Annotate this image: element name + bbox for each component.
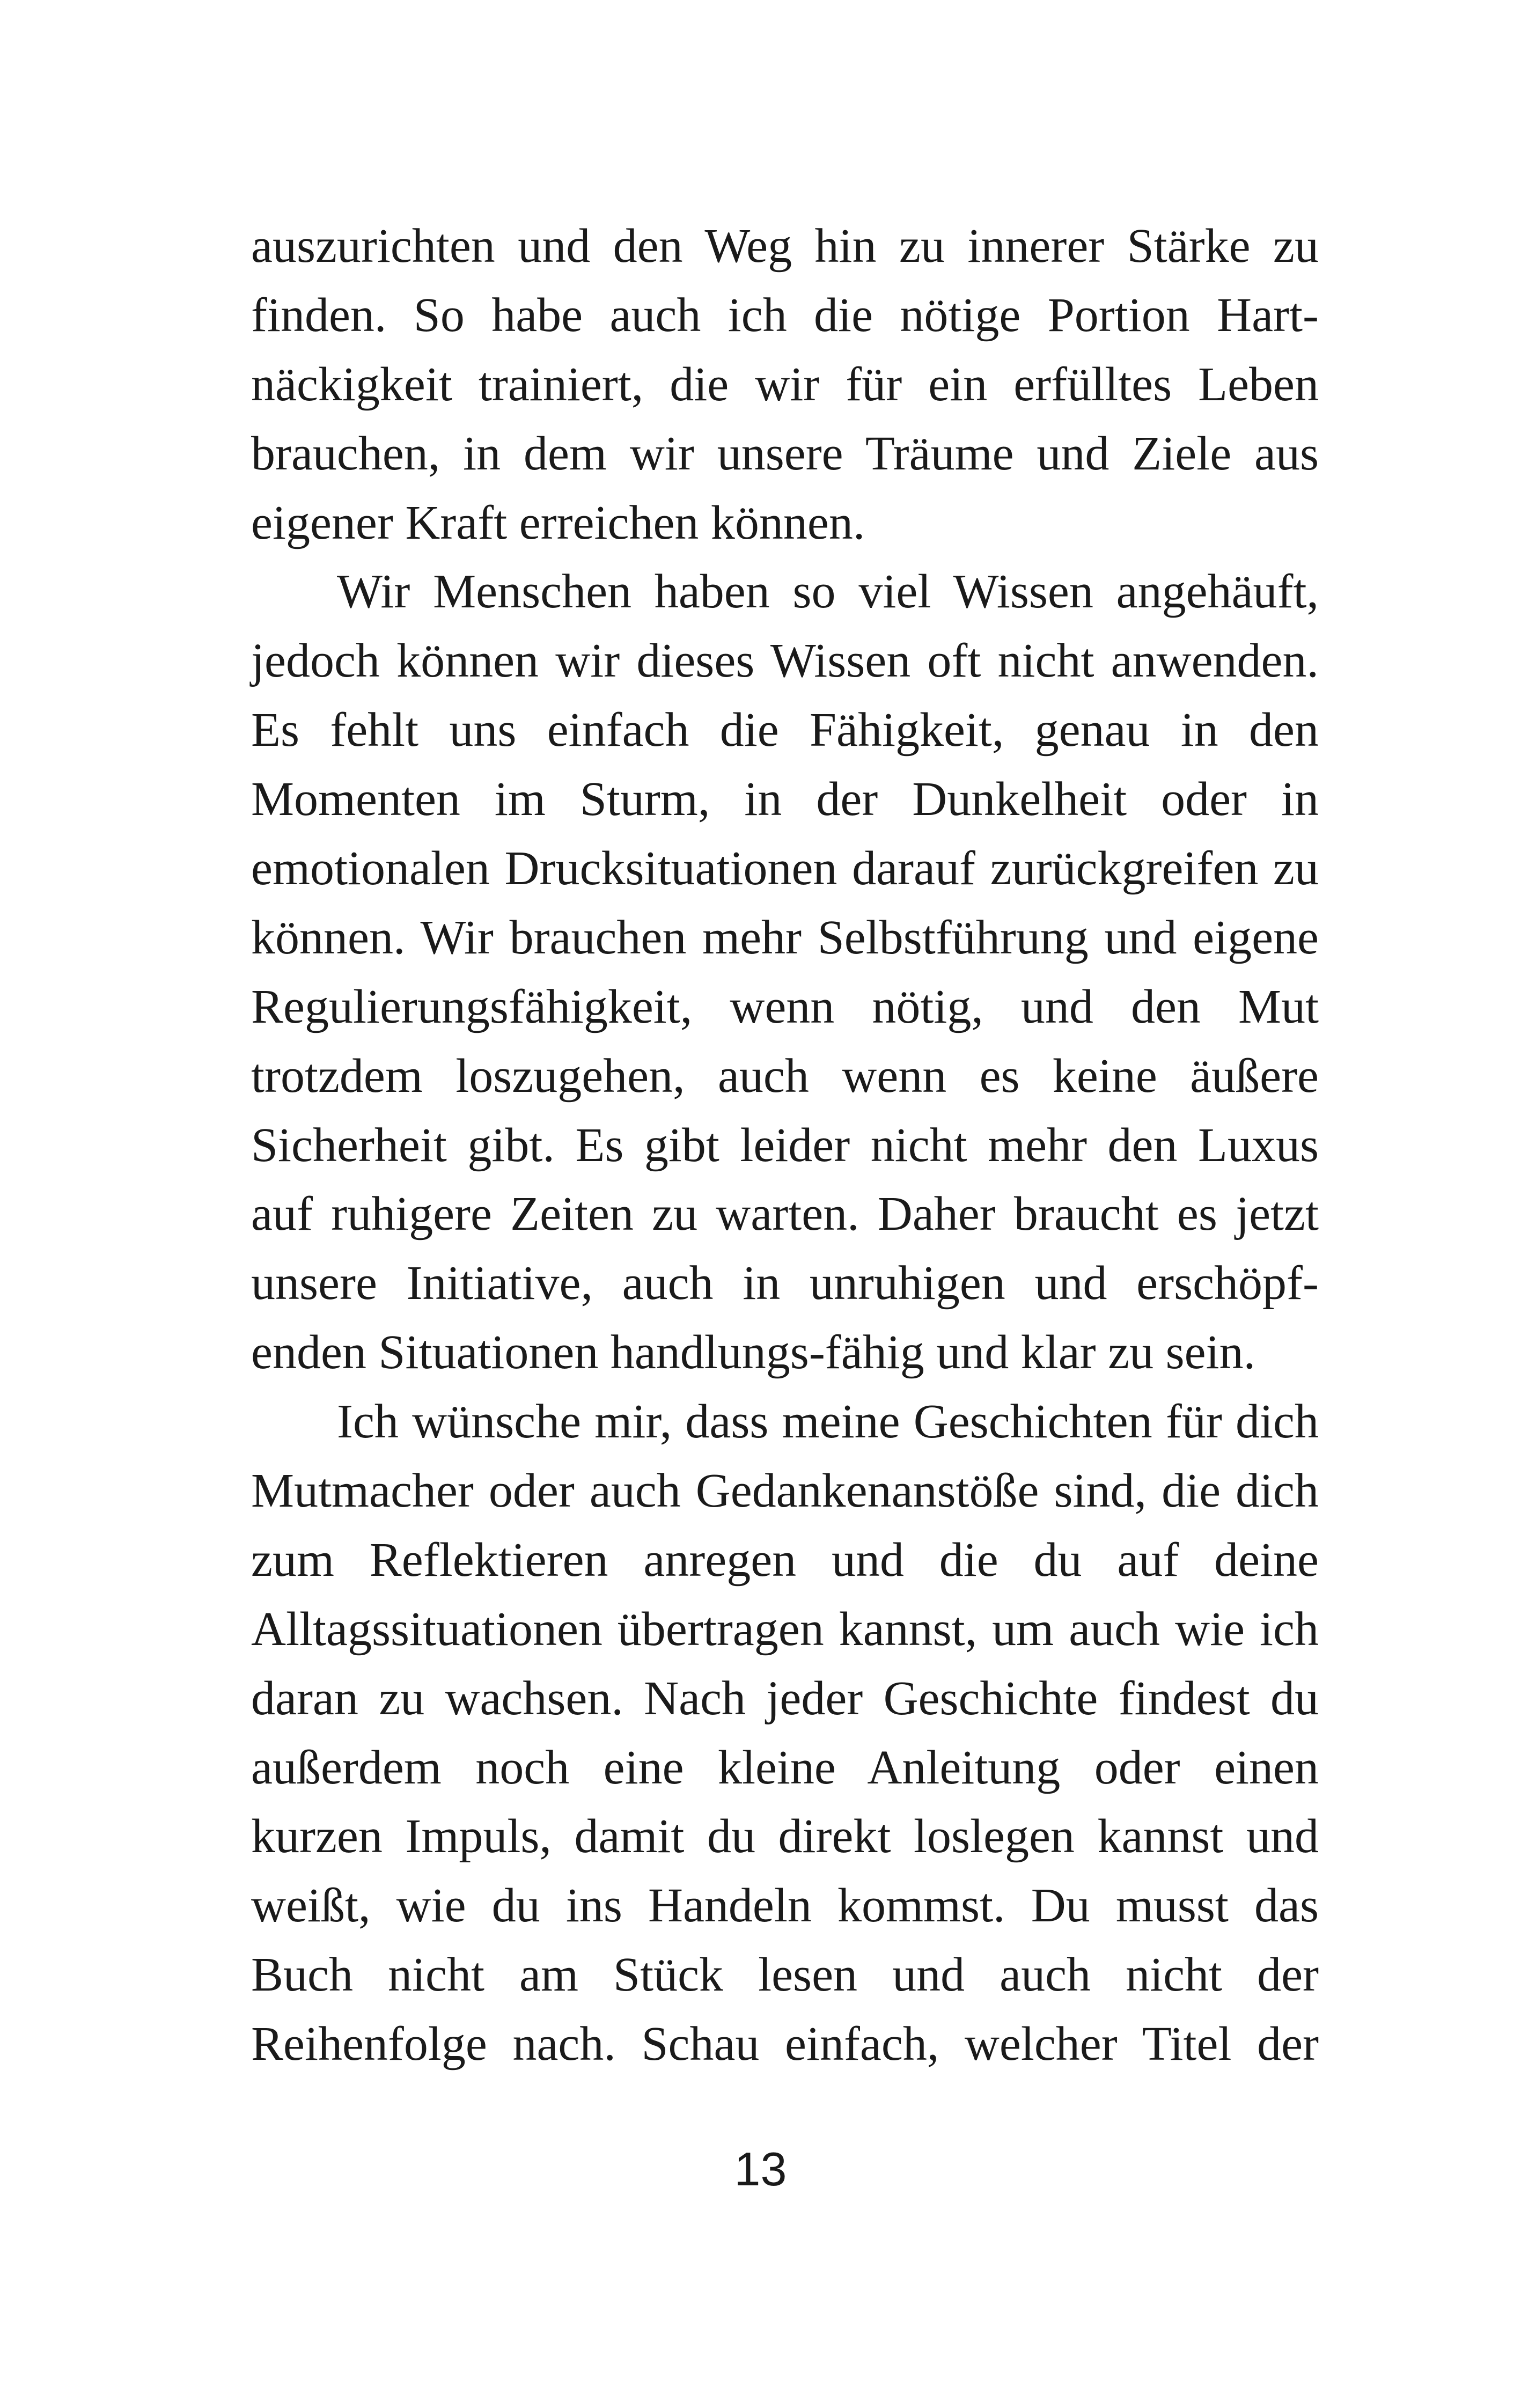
text-line: Sicherheit gibt. Es gibt leider nicht mehr den Luxus	[251, 1118, 1319, 1172]
text-line: Wir Menschen haben so viel Wissen angehäuft,	[337, 565, 1319, 619]
text-line: auf ruhigere Zeiten zu warten. Daher braucht es jetzt	[251, 1187, 1319, 1241]
text-line: unsere Initiative, auch in unruhigen und erschöpf-	[251, 1257, 1319, 1310]
text-line: finden. So habe auch ich die nötige Portion Hart-	[251, 288, 1319, 342]
text-line: jedoch können wir dieses Wissen oft nicht anwenden.	[251, 634, 1319, 688]
text-line: eigener Kraft erreichen können.	[251, 496, 865, 549]
text-line: Ich wünsche mir, dass meine Geschichten für dich	[337, 1395, 1319, 1449]
text-line: Es fehlt uns einfach die Fähigkeit, genau in den	[251, 703, 1319, 757]
text-line: enden Situationen handlungs-fähig und klar zu sein.	[251, 1326, 1256, 1379]
text-line: brauchen, in dem wir unsere Träume und Ziele aus	[251, 427, 1319, 480]
text-line: außerdem noch eine kleine Anleitung oder einen	[251, 1741, 1319, 1794]
text-line: Mutmacher oder auch Gedankenanstöße sind, die dich	[251, 1464, 1319, 1518]
text-line: trotzdem loszugehen, auch wenn es keine äußere	[251, 1049, 1319, 1103]
body-text	[251, 212, 1319, 2079]
text-line: daran zu wachsen. Nach jeder Geschichte findest du	[251, 1671, 1319, 1725]
text-line: Regulierungsfähigkeit, wenn nötig, und den Mut	[251, 980, 1319, 1033]
text-line: können. Wir brauchen mehr Selbstführung und eigene	[251, 911, 1319, 964]
text-line: kurzen Impuls, damit du direkt loslegen kannst und	[251, 1810, 1319, 1863]
text-line: auszurichten und den Weg hin zu innerer Stärke zu	[251, 219, 1319, 273]
text-line: emotionalen Drucksituationen darauf zurückgreifen zu	[251, 842, 1319, 895]
text-line: Alltagssituationen übertragen kannst, um auch wie ich	[251, 1602, 1319, 1656]
text-line: Reihenfolge nach. Schau einfach, welcher Titel der	[251, 2017, 1319, 2071]
text-line: näckigkeit trainiert, die wir für ein erfülltes Leben	[251, 357, 1319, 411]
page-number: 13	[734, 2142, 787, 2196]
text-line: zum Reflektieren anregen und die du auf deine	[251, 1533, 1319, 1587]
text-line: Momenten im Sturm, in der Dunkelheit oder in	[251, 773, 1319, 826]
text-line: Buch nicht am Stück lesen und auch nicht der	[251, 1948, 1319, 2002]
text-line: weißt, wie du ins Handeln kommst. Du musst das	[251, 1879, 1319, 1933]
